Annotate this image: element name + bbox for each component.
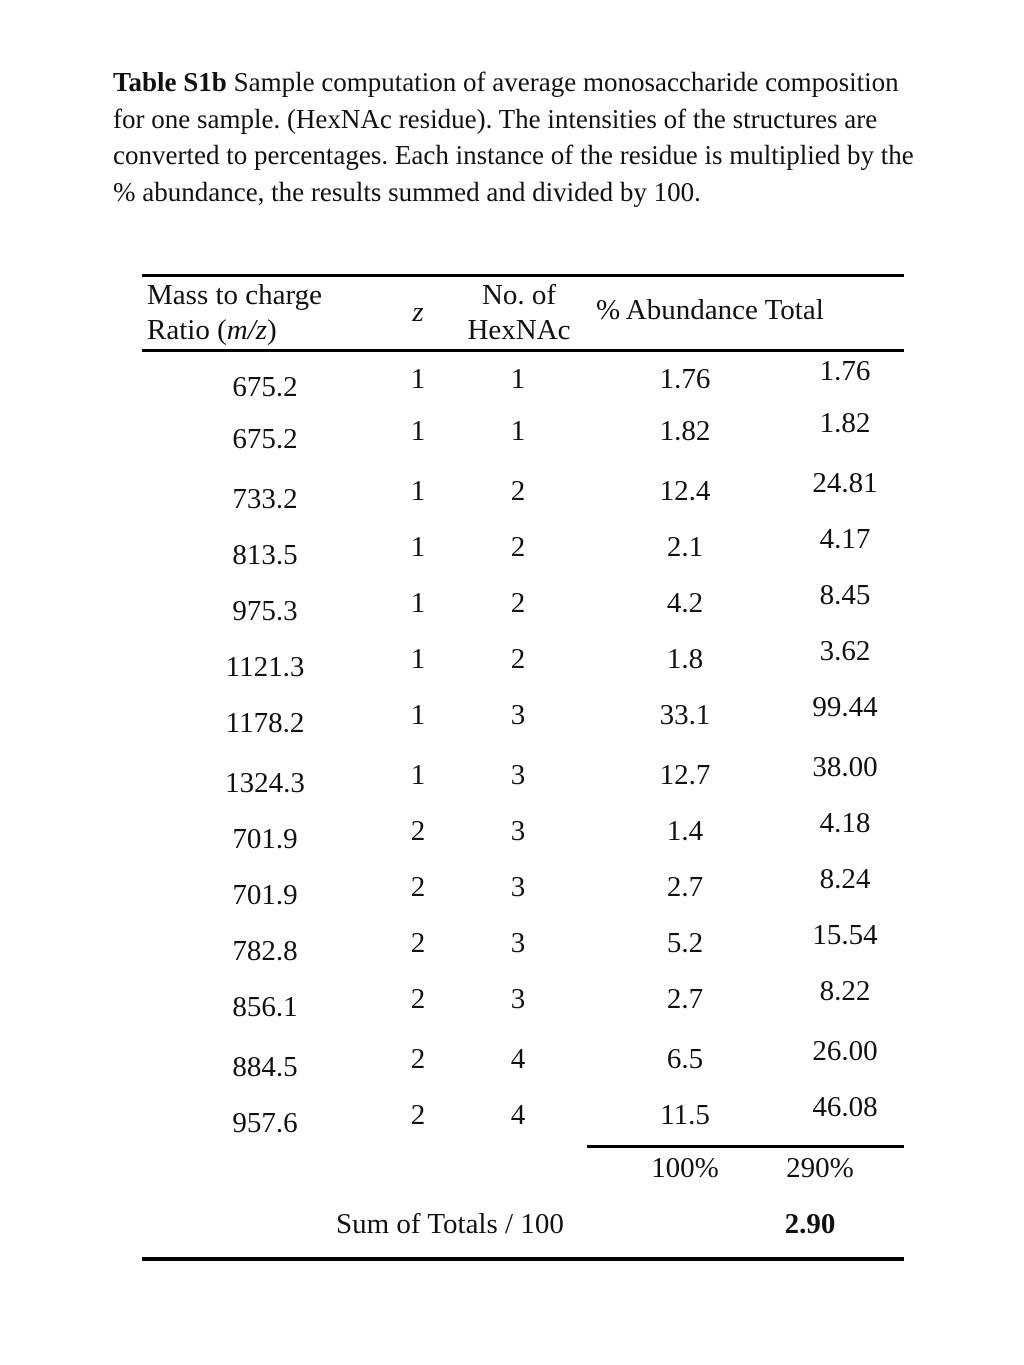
row-charge: 1 <box>410 475 426 507</box>
row-mass-to-charge: 733.2 <box>232 483 298 515</box>
row-abundance: 1.76 <box>659 363 711 395</box>
row-mass-to-charge: 701.9 <box>232 823 298 855</box>
row-charge: 1 <box>410 415 426 447</box>
row-total: 38.00 <box>812 751 878 783</box>
header-mass-prefix: Ratio ( <box>147 314 227 346</box>
row-hexnac-count: 3 <box>510 927 526 959</box>
row-total: 4.17 <box>819 523 871 555</box>
row-abundance: 12.7 <box>659 759 711 791</box>
row-mass-to-charge: 957.6 <box>232 1107 298 1139</box>
table-bottom-rule <box>142 1257 904 1261</box>
row-total: 26.00 <box>812 1035 878 1067</box>
row-abundance: 1.82 <box>659 415 711 447</box>
row-charge: 2 <box>410 815 426 847</box>
row-mass-to-charge: 975.3 <box>232 595 298 627</box>
result-label: Sum of Totals / 100 <box>336 1208 564 1240</box>
sum-rule <box>587 1145 904 1148</box>
row-hexnac-count: 3 <box>510 815 526 847</box>
row-total: 4.18 <box>819 807 871 839</box>
row-charge: 1 <box>410 531 426 563</box>
table-header-rule <box>142 349 904 352</box>
row-mass-to-charge: 782.8 <box>232 935 298 967</box>
row-total: 1.82 <box>819 407 871 439</box>
row-mass-to-charge: 1121.3 <box>225 651 305 683</box>
header-mass-unit: m/z <box>226 314 268 346</box>
sum-abundance: 100% <box>651 1152 719 1184</box>
result-value: 2.90 <box>784 1208 836 1240</box>
row-hexnac-count: 3 <box>510 871 526 903</box>
caption-text: Sample computation of average monosaccharide composition for one sample. (HexNAc residue). The intensities of the structures are converted to percentages. Each instance of the residue is multiplied by the % abundance, the results summed and divided by 100. <box>113 67 914 207</box>
row-abundance: 12.4 <box>659 475 711 507</box>
row-charge: 2 <box>410 983 426 1015</box>
row-abundance: 2.1 <box>666 531 704 563</box>
row-mass-to-charge: 884.5 <box>232 1051 298 1083</box>
header-z: z <box>412 296 424 328</box>
row-hexnac-count: 1 <box>510 415 526 447</box>
row-hexnac-count: 1 <box>510 363 526 395</box>
row-charge: 1 <box>410 699 426 731</box>
row-hexnac-count: 2 <box>510 643 526 675</box>
header-abundance-total: % Abundance Total <box>596 294 824 326</box>
table-caption <box>113 64 923 210</box>
row-total: 15.54 <box>812 919 878 951</box>
row-total: 46.08 <box>812 1091 878 1123</box>
row-total: 3.62 <box>819 635 871 667</box>
row-total: 8.45 <box>819 579 871 611</box>
row-charge: 2 <box>410 871 426 903</box>
row-abundance: 33.1 <box>659 699 711 731</box>
row-total: 8.24 <box>819 863 871 895</box>
header-mass-suffix: ) <box>267 314 277 346</box>
row-mass-to-charge: 675.2 <box>232 423 298 455</box>
row-abundance: 2.7 <box>666 871 704 903</box>
header-mass-line2 <box>147 313 277 348</box>
row-charge: 1 <box>410 363 426 395</box>
row-mass-to-charge: 1324.3 <box>225 767 305 799</box>
row-abundance: 2.7 <box>666 983 704 1015</box>
row-charge: 1 <box>410 587 426 619</box>
caption-label: Table S1b <box>113 67 227 97</box>
row-mass-to-charge: 813.5 <box>232 539 298 571</box>
row-hexnac-count: 3 <box>510 983 526 1015</box>
row-charge: 2 <box>410 1099 426 1131</box>
row-hexnac-count: 2 <box>510 531 526 563</box>
row-hexnac-count: 2 <box>510 587 526 619</box>
sum-total: 290% <box>786 1152 854 1184</box>
row-total: 8.22 <box>819 975 871 1007</box>
row-total: 24.81 <box>812 467 878 499</box>
header-hexnac-line2: HexNAc <box>467 314 571 346</box>
table-top-rule <box>142 274 904 277</box>
row-abundance: 4.2 <box>666 587 704 619</box>
row-charge: 2 <box>410 1043 426 1075</box>
row-total: 1.76 <box>819 355 871 387</box>
row-abundance: 1.4 <box>666 815 704 847</box>
row-abundance: 1.8 <box>666 643 704 675</box>
row-mass-to-charge: 675.2 <box>232 371 298 403</box>
row-charge: 1 <box>410 759 426 791</box>
row-abundance: 11.5 <box>660 1099 710 1131</box>
row-mass-to-charge: 856.1 <box>232 991 298 1023</box>
row-charge: 2 <box>410 927 426 959</box>
header-hexnac-line1: No. of <box>481 279 557 311</box>
row-abundance: 5.2 <box>666 927 704 959</box>
row-hexnac-count: 3 <box>510 699 526 731</box>
row-hexnac-count: 4 <box>510 1043 526 1075</box>
row-abundance: 6.5 <box>666 1043 704 1075</box>
row-hexnac-count: 3 <box>510 759 526 791</box>
row-mass-to-charge: 701.9 <box>232 879 298 911</box>
row-charge: 1 <box>410 643 426 675</box>
row-hexnac-count: 4 <box>510 1099 526 1131</box>
row-hexnac-count: 2 <box>510 475 526 507</box>
header-mass-line1: Mass to charge <box>147 279 323 311</box>
row-total: 99.44 <box>812 691 878 723</box>
row-mass-to-charge: 1178.2 <box>225 707 305 739</box>
